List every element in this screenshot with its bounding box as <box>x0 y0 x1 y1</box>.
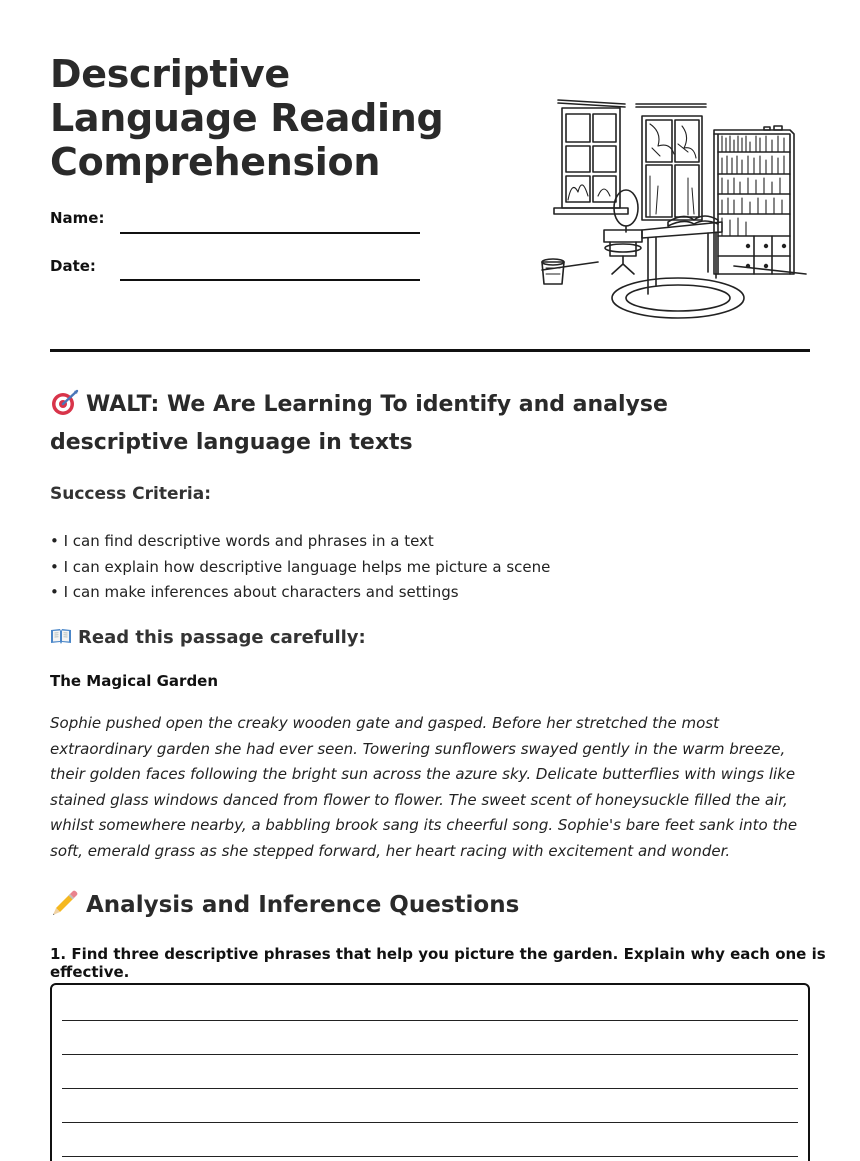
answer-line <box>62 1088 798 1089</box>
worksheet-title: Descriptive Language Reading Comprehension <box>50 52 444 184</box>
walt-text: WALT: We Are Learning To identify and analyse descriptive language in texts <box>50 392 668 455</box>
answer-line <box>62 1122 798 1123</box>
criteria-item: • I can make inferences about characters and settings <box>50 583 459 601</box>
answer-line <box>62 1156 798 1157</box>
answer-line <box>62 1054 798 1055</box>
name-field[interactable] <box>120 232 420 234</box>
worksheet-header <box>50 0 810 353</box>
reading-passage: Sophie pushed open the creaky wooden gate and gasped. Before her stretched the most extraordinary garden she had ever seen. Towering sunflowers swayed gently in the warm breeze, their golden faces following the bright sun across the azure sky. Delicate butterflies with wings like stained glass windows danced from flower to flower. The sweet scent of honeysuckle filled the air, whilst somewhere nearby, a babbling brook sang its cheerful song. Sophie's bare feet sank into the soft, emerald grass as she stepped forward, her heart racing with excitement and wonder. <box>50 714 798 860</box>
questions-heading-text: Analysis and Inference Questions <box>86 892 520 918</box>
criteria-item: • I can explain how descriptive language helps me picture a scene <box>50 557 551 576</box>
open-book-icon <box>50 627 72 645</box>
criteria-item: • I can find descriptive words and phrases in a text <box>50 532 434 550</box>
reading-room-illustration <box>538 96 810 324</box>
answer-box-q1[interactable] <box>50 983 810 1161</box>
answer-line <box>62 1020 798 1021</box>
name-label: Name: <box>50 209 105 227</box>
pencil-icon <box>50 888 80 918</box>
date-field[interactable] <box>120 279 420 281</box>
story-title: The Magical Garden <box>50 672 219 690</box>
target-icon <box>50 388 80 416</box>
success-criteria-list <box>50 529 550 606</box>
walt-heading <box>50 386 810 462</box>
questions-heading <box>50 888 519 918</box>
question-1: 1. Find three descriptive phrases that help you picture the garden. Explain why each one is effective. <box>50 945 826 981</box>
reading-heading <box>50 627 366 648</box>
header-divider <box>50 349 810 352</box>
date-label: Date: <box>50 257 96 275</box>
reading-heading-text: Read this passage carefully: <box>78 627 366 648</box>
success-criteria-title: Success Criteria: <box>50 484 212 504</box>
